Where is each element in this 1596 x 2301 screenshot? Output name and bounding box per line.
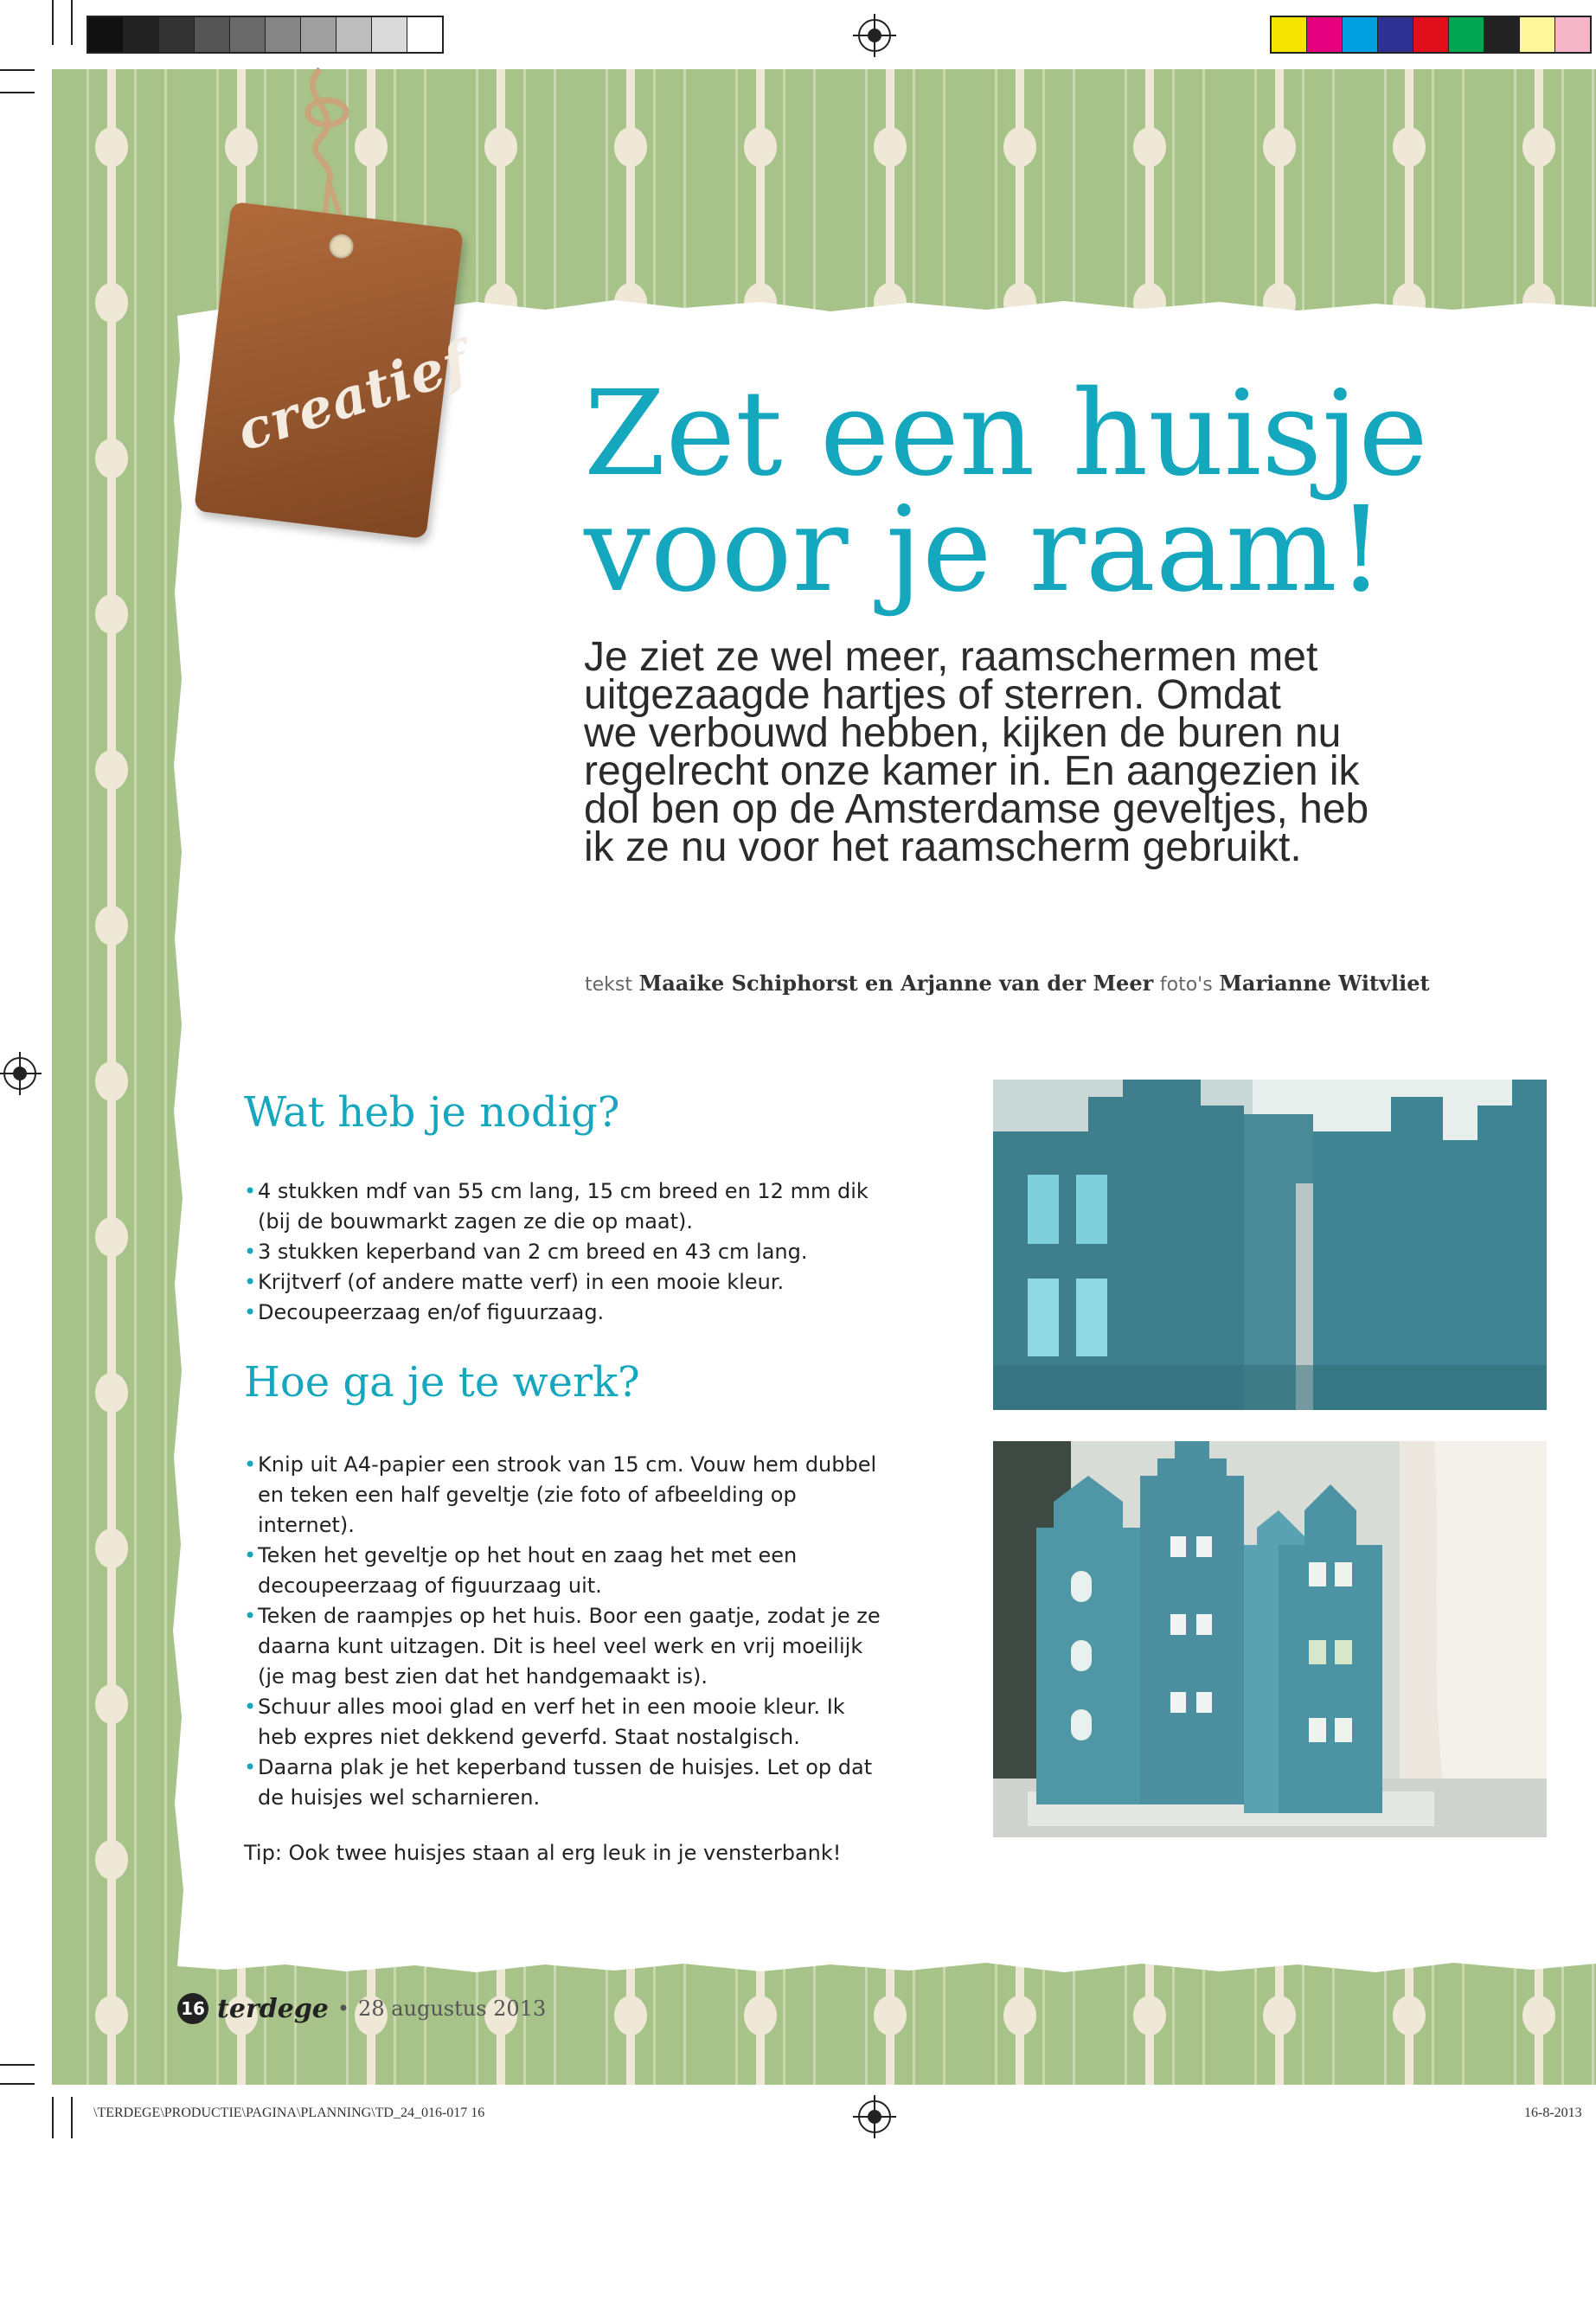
production-slug-path: \TERDEGE\PRODUCTIE\PAGINA\PLANNING\TD_24_016-017 16 xyxy=(93,2106,485,2120)
byline xyxy=(585,971,1430,996)
intro-line: ik ze nu voor het raamscherm gebruikt. xyxy=(584,824,1302,870)
crop-mark xyxy=(0,92,35,93)
crop-mark xyxy=(0,2083,35,2085)
byline-photo-label: foto's xyxy=(1159,974,1213,996)
needs-list xyxy=(244,1176,884,1328)
crop-mark xyxy=(71,2097,73,2138)
needs-heading: Wat heb je nodig? xyxy=(244,1088,620,1137)
byline-photographer: Marianne Witvliet xyxy=(1219,971,1430,996)
crop-mark xyxy=(71,0,73,45)
steps-list xyxy=(244,1450,884,1813)
issue-date: 28 augustus 2013 xyxy=(358,1997,547,2021)
registration-mark-icon xyxy=(3,1057,36,1090)
intro-line: uitgezaagde hartjes of sterren. Omdat xyxy=(584,672,1281,718)
list-item: • Daarna plak je het keperband tussen de huisjes. Let op dat de huisjes wel scharnieren. xyxy=(244,1753,884,1813)
list-item: • Teken de raampjes op het huis. Boor een gaatje, zodat je ze daarna kunt uitzagen. Dit is heel veel werk en vrij moeilijk (je mag best zien dat het handgemaakt is). xyxy=(244,1601,884,1692)
intro-line: we verbouwd hebben, kijken de buren nu xyxy=(584,710,1342,756)
list-item: • Krijtverf (of andere matte verf) in een mooie kleur. xyxy=(244,1267,884,1298)
page-footer xyxy=(177,1993,546,2024)
magazine-brand: terdege xyxy=(217,1993,329,2024)
list-item: • 3 stukken keperband van 2 cm breed en 43 cm lang. xyxy=(244,1237,884,1267)
list-item: • Schuur alles mooi glad en verf het in een mooie kleur. Ik heb expres niet dekkend geverfd. Staat nostalgisch. xyxy=(244,1692,884,1753)
page-number: 16 xyxy=(177,1993,208,2024)
creatief-tag xyxy=(194,202,477,539)
crop-mark xyxy=(0,69,35,71)
byline-authors: Maaike Schiphorst en Arjanne van der Meer xyxy=(638,971,1154,996)
crop-mark xyxy=(52,0,54,45)
intro-line: dol ben op de Amsterdamse geveltjes, heb xyxy=(584,786,1369,832)
color-calibration-bar xyxy=(1270,16,1592,54)
tag-hole xyxy=(328,233,355,260)
grayscale-calibration-bar xyxy=(87,16,444,54)
footer-separator: • xyxy=(337,1997,350,2021)
intro-line: regelrecht onze kamer in. En aangezien ik xyxy=(584,748,1360,794)
page-title-line-1: Zet een huisje xyxy=(584,366,1428,503)
photo-house-closeup xyxy=(993,1080,1547,1410)
tip-text: Tip: Ook twee huisjes staan al erg leuk in je vensterbank! xyxy=(244,1841,842,1865)
crop-mark xyxy=(52,2097,54,2138)
intro-line: Je ziet ze wel meer, raamschermen met xyxy=(584,634,1318,680)
registration-mark-icon xyxy=(858,2100,891,2133)
photo-three-houses xyxy=(993,1441,1547,1837)
list-item: • Teken het geveltje op het hout en zaag het met een decoupeerzaag of figuurzaag uit. xyxy=(244,1541,884,1601)
crop-mark xyxy=(0,2064,35,2066)
page-title-line-2: voor je raam! xyxy=(584,482,1385,619)
list-item: • Knip uit A4-papier een strook van 15 cm. Vouw hem dubbel en teken een half geveltje (zie foto of afbeelding op internet). xyxy=(244,1450,884,1541)
list-item: • 4 stukken mdf van 55 cm lang, 15 cm breed en 12 mm dik (bij de bouwmarkt zagen ze die op maat). xyxy=(244,1176,884,1237)
steps-heading: Hoe ga je te werk? xyxy=(244,1358,640,1407)
list-item: • Decoupeerzaag en/of figuurzaag. xyxy=(244,1298,884,1328)
registration-mark-icon xyxy=(858,19,891,52)
byline-text-label: tekst xyxy=(585,974,632,996)
tag-label: creatief xyxy=(229,329,477,464)
production-slug-date: 16-8-2013 xyxy=(1524,2106,1582,2120)
